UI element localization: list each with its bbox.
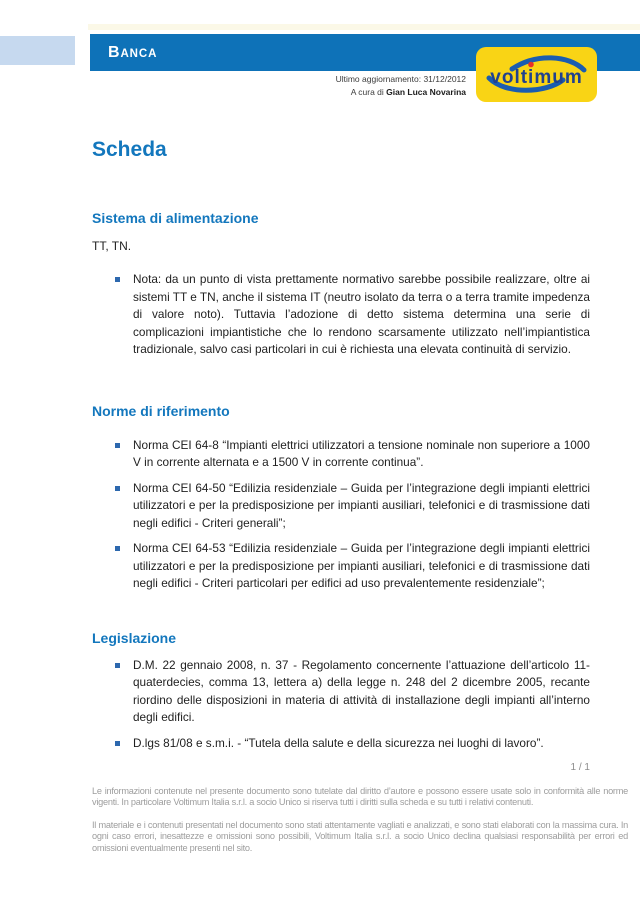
footer-disclaimer: [92, 786, 628, 854]
list-item: D.lgs 81/08 e s.m.i. - “Tutela della salute e della sicurezza nei luoghi di lavoro”.: [92, 735, 590, 753]
section-title-sistema-di-alimentazione: Sistema di alimentazione: [92, 210, 259, 226]
last-updated-text: Ultimo aggiornamento: 31/12/2012: [335, 74, 466, 84]
bullet-list-legislazione: [92, 657, 590, 753]
page-title: Scheda: [92, 138, 167, 161]
curated-by-prefix: A cura di: [350, 86, 387, 97]
list-item: D.M. 22 gennaio 2008, n. 37 - Regolamento concernente l’attuazione dell’articolo 11-quaterdecies, comma 13, lettera a) della legge n. 248 del 2 dicembre 2005, recante riordino delle disposizioni in materia di attività di installazione degli impianti all’interno degli edifici.: [92, 657, 590, 727]
page-number-indicator: 1 / 1: [570, 762, 590, 773]
bullet-square-icon: [115, 443, 120, 448]
list-item: Norma CEI 64-53 “Edilizia residenziale – Guida per l’integrazione degli impianti elettrici utilizzatori e per la predisposizione per impianti ausiliari, telefonici e di trasmissione dati negli edifici - Criteri particolari per edifici ad uso prevalentemente residenziale”;: [92, 540, 590, 593]
list-item: Nota: da un punto di vista prettamente normativo sarebbe possibile realizzare, oltre ai sistemi TT e TN, anche il sistema IT (neutro isolato da terra o a terra tramite impedenza di valore noto). Tuttavia l’adozione di detto sistema determina una serie di complicazioni impiantistiche che lo rendono scarsamente utilizzato nell’impiantistica tradizionale, salvo casi particolari in cui è richiesta una elevata continuità di servizio.: [92, 271, 590, 359]
header-section-label: BANCA: [108, 44, 158, 61]
list-item: Norma CEI 64-8 “Impianti elettrici utilizzatori a tensione nominale non superiore a 1000 V in corrente alternata e a 1500 V in corrente continua”.: [92, 437, 590, 472]
section-title-norme-di-riferimento: Norme di riferimento: [92, 402, 230, 419]
section-intro-text: TT, TN.: [92, 239, 132, 253]
bullet-list-norme: [92, 437, 590, 593]
logo-wordmark: voltimum: [490, 67, 583, 88]
bullet-square-icon: [115, 546, 120, 551]
curated-by-line: [336, 86, 466, 99]
list-item: Norma CEI 64-50 “Edilizia residenziale – Guida per l’integrazione degli impianti elettrici utilizzatori e per la predisposizione per impianti ausiliari, telefonici e di trasmissione dati negli edifici - Criteri generali”;: [92, 480, 590, 533]
bullet-square-icon: [115, 741, 120, 746]
document-meta: [336, 73, 466, 98]
voltimum-logo: [476, 47, 597, 102]
header-lightblue-block: [0, 36, 75, 65]
document-body: [92, 137, 590, 752]
bullet-square-icon: [115, 486, 120, 491]
section-title-legislazione: Legislazione: [92, 629, 177, 646]
header-cream-strip: [88, 24, 640, 30]
footer-paragraph-copyright: Le informazioni contenute nel presente documento sono tutelate dal diritto d’autore e possono essere usate solo in conformità alle norme vigenti. In particolare Voltimum Italia s.r.l. a socio Unico si riserva tutti i diritti sulla scheda e su tutti i relativi contenuti.: [92, 786, 628, 808]
bullet-list-alimentazione: [92, 271, 590, 359]
bullet-square-icon: [115, 663, 120, 668]
footer-paragraph-liability: Il materiale e i contenuti presentati nel documento sono stati attentamente vagliati e analizzati, e sono stati elaborati con la massima cura. In ogni caso errori, inesattezze e omissioni sono possibili, Voltimum Italia s.r.l. a socio Unico declina qualsiasi responsabilità per errori ed omissioni eventualmente presenti nel sito.: [92, 819, 628, 853]
curator-name: Gian Luca Novarina: [386, 86, 466, 97]
logo-i-dot-red: [528, 62, 534, 68]
bullet-square-icon: [115, 277, 120, 282]
